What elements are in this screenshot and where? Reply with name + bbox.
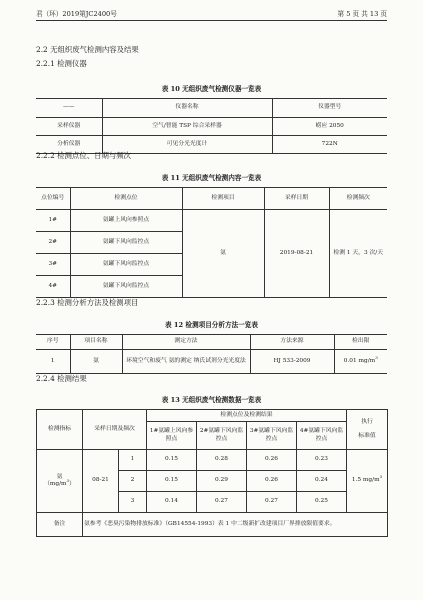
point-number: 3# [36,254,70,276]
table-header-row [37,410,388,422]
sampling-date: 08-21 [83,450,119,513]
table-header: 3#氨罐下风向监控点 [247,422,297,450]
table-caption: 表 13 无组织废气检测数据一览表 [161,396,262,404]
point-number: 4# [36,276,70,298]
result-cell: 0.29 [197,471,247,492]
test-item: 氨 [182,210,264,298]
table-header: —— [36,99,102,118]
result-cell: 0.23 [297,450,347,471]
frequency-cell: 1 [119,450,147,471]
table-header: 仪器名称 [102,99,272,118]
frequency-cell: 3 [119,492,147,513]
table-header: 检测点位 [70,188,182,210]
point-location: 氨罐上风向参照点 [70,210,182,232]
report-number: 君（环）2019第JC2400号 [36,10,117,18]
table-header: 1#氨罐上风向参照点 [147,422,197,450]
indicator-cell: 氨 $(mg/m^3)$ [37,450,83,513]
page-header [36,6,387,21]
table-row [36,350,387,374]
remarks-text: 氨参考《恶臭污染物排放标准》（GB14554-1993）表 1 中二级新扩改建项目厂界排放限值要求。 [83,513,388,537]
table-header: 2#氨罐下风向监控点 [197,422,247,450]
section-heading: 2.2.2 检测点位、日期与频次 [36,151,132,160]
table-cell: 采样仪器 [36,118,102,136]
table-cell: 可见分光光度计 [102,136,272,154]
standard-value: 1.5 $mg/m^3$ [347,450,388,513]
table-header: 方法来源 [250,335,334,350]
table-cell: 崂应 2050 [272,118,387,136]
table-header-row [36,188,387,210]
table-row [36,118,387,136]
table-cell: 环境空气和废气 氨的测定 纳氏试剂分光光度法 [122,350,250,374]
table-header: 检测指标 [37,410,83,450]
result-cell: 0.26 [247,450,297,471]
section-heading: 2.2.3 检测分析方法及检测项目 [36,298,139,307]
table-cell: 1 [36,350,70,374]
table-header: 4#氨罐下风向监控点 [297,422,347,450]
test-frequency: 检测 1 天，3 次/天 [329,210,387,298]
point-location: 氨罐下风向监控点 [70,232,182,254]
point-location: 氨罐下风向监控点 [70,254,182,276]
frequency-cell: 2 [119,471,147,492]
remarks-label: 备注 [37,513,83,537]
table-header: 项目名称 [70,335,122,350]
detection-limit: 0.01 $mg/m^3$ [334,350,387,374]
table-row [37,450,388,471]
point-number: 2# [36,232,70,254]
result-cell: 0.27 [197,492,247,513]
table-cell: 722N [272,136,387,154]
table-caption: 表 12 检测项目分析方法一览表 [165,321,258,329]
table-cell: HJ 533-2009 [250,350,334,374]
table-cell: 分析仪器 [36,136,102,154]
point-number: 1# [36,210,70,232]
result-cell: 0.15 [147,450,197,471]
table-header: 检出限 [334,335,387,350]
table-header: 仪器型号 [272,99,387,118]
table-header: 点位编号 [36,188,70,210]
result-cell: 0.15 [147,471,197,492]
table-header: 执行 标准值 [347,410,388,450]
section-heading: 2.2.4 检测结果 [36,374,87,383]
table-caption: 表 11 无组织废气检测内容一览表 [161,174,262,182]
result-cell: 0.14 [147,492,197,513]
table-header-row [36,99,387,118]
table-cell: 氨 [70,350,122,374]
remarks-row [37,513,388,537]
result-cell: 0.27 [247,492,297,513]
result-cell: 0.24 [297,471,347,492]
section-heading: 2.2 无组织废气检测内容及结果 [36,45,139,54]
sampling-date: 2019-08-21 [264,210,329,298]
table-header-row [36,335,387,350]
result-cell: 0.26 [247,471,297,492]
table-caption: 表 10 无组织废气检测仪器一览表 [161,85,262,93]
method-table [36,334,387,374]
table-header: 检测项目 [182,188,264,210]
sampling-content-table [36,187,387,298]
section-heading: 2.2.1 检测仪器 [36,59,87,68]
point-location: 氨罐下风向监控点 [70,276,182,298]
table-cell: 空气/智能 TSP 综合采样器 [102,118,272,136]
table-header: 检测频次 [329,188,387,210]
table-header: 序号 [36,335,70,350]
page-number: 第 5 页 共 13 页 [337,10,387,18]
result-cell: 0.25 [297,492,347,513]
results-table [36,409,388,537]
table-row [36,210,387,232]
instrument-table [36,98,387,154]
table-header: 采样日期及频次 [83,410,147,450]
table-header: 测定方法 [122,335,250,350]
result-cell: 0.28 [197,450,247,471]
table-header: 采样日期 [264,188,329,210]
table-header: 检测点位及检测结果 [147,410,347,422]
